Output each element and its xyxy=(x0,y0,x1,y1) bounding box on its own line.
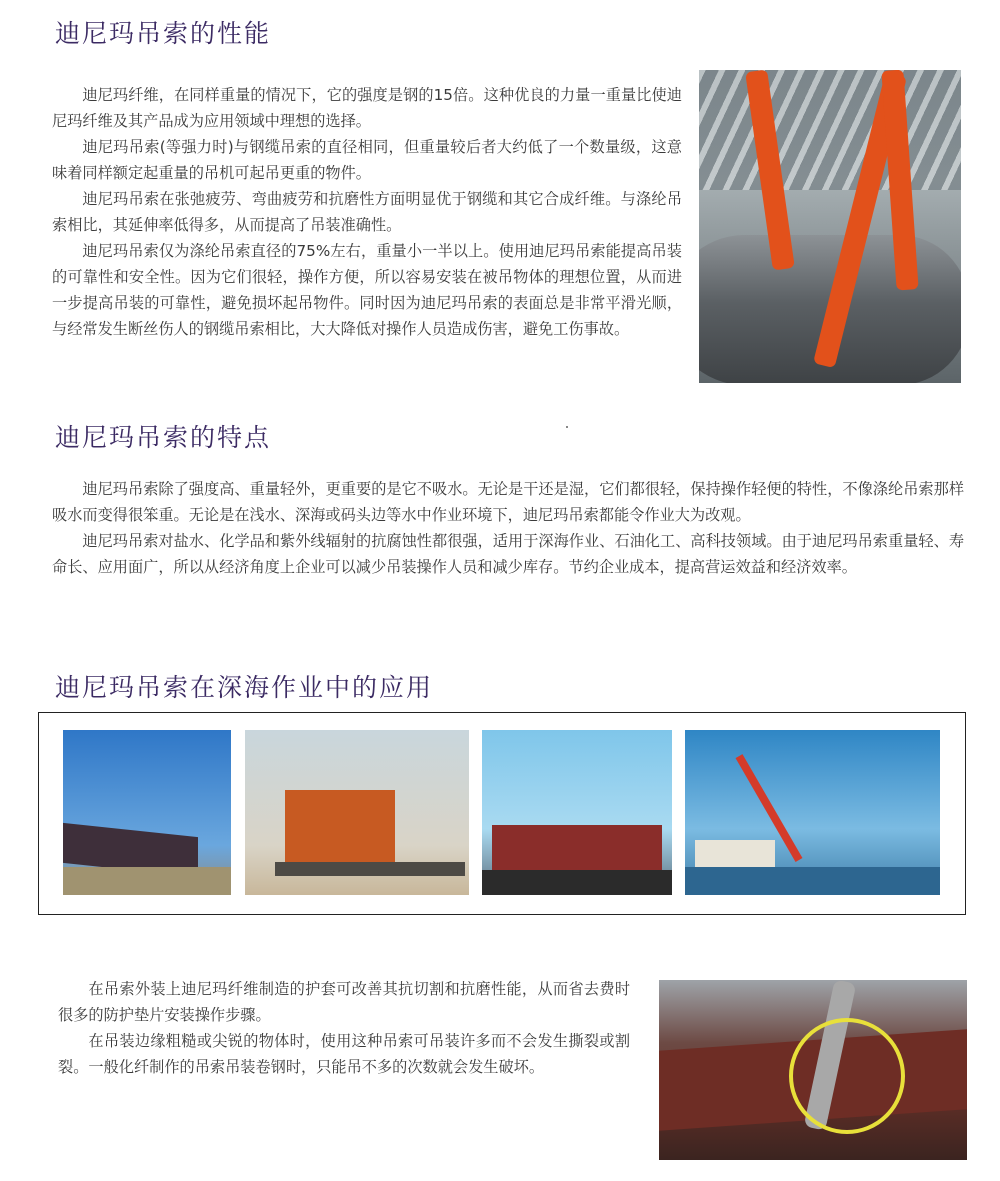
paragraph: 迪尼玛吊索对盐水、化学品和紫外线辐射的抗腐蚀性都很强，适用于深海作业、石油化工、高科技领域。由于迪尼玛吊索重量轻、寿命长、应用面广，所以从经济角度上企业可以减少吊装操作人员和减少库存。节约企业成本，提高营运效益和经济效率。 xyxy=(52,532,964,576)
vessel-lifting-photo xyxy=(699,70,961,383)
section-title-features: 迪尼玛吊索的特点 xyxy=(55,423,272,452)
paragraph: 在吊装边缘粗糙或尖锐的物体时，使用这种吊索可吊装许多而不会发生撕裂或割裂。一般化纤制作的吊索吊装卷钢时，只能吊不多的次数就会发生破坏。 xyxy=(58,1032,630,1076)
crane-ship-photo xyxy=(245,730,469,895)
offshore-rig-photo xyxy=(685,730,940,895)
platform-module-photo xyxy=(482,730,672,895)
paragraph: 迪尼玛吊索(等强力时)与钢缆吊索的直径相同，但重量较后者大约低了一个数量级，这意味着同样额定起重量的吊机可起吊更重的物件。 xyxy=(52,138,682,182)
protective-sleeve-text xyxy=(58,976,630,1080)
paragraph: 迪尼玛吊索在张弛疲劳、弯曲疲劳和抗磨性方面明显优于钢缆和其它合成纤维。与涤纶吊索相比，其延伸率低得多，从而提高了吊装准确性。 xyxy=(52,190,682,234)
section-title-deep-sea: 迪尼玛吊索在深海作业中的应用 xyxy=(55,673,434,702)
features-text xyxy=(52,476,964,580)
highlight-circle xyxy=(789,1018,905,1134)
steel-coil-lift-photo xyxy=(659,980,967,1160)
paragraph: 迪尼玛纤维，在同样重量的情况下，它的强度是钢的15倍。这种优良的力量一重量比使迪尼玛纤维及其产品成为应用领域中理想的选择。 xyxy=(52,86,682,130)
section-title-performance: 迪尼玛吊索的性能 xyxy=(55,19,272,48)
paragraph: 迪尼玛吊索仅为涤纶吊索直径的75%左右，重量小一半以上。使用迪尼玛吊索能提高吊装的可靠性和安全性。因为它们很轻，操作方便，所以容易安装在被吊物体的理想位置，从而进一步提高吊装的可靠性，避免损坏起吊物件。同时因为迪尼玛吊索的表面总是非常平滑光顺，与经常发生断丝伤人的钢缆吊索相比，大大降低对操作人员造成伤害，避免工伤事故。 xyxy=(52,242,682,338)
paragraph: 在吊索外装上迪尼玛纤维制造的护套可改善其抗切割和抗磨性能，从而省去费时很多的防护垫片安装操作步骤。 xyxy=(58,980,630,1024)
performance-text xyxy=(52,82,682,342)
barge-lift-photo xyxy=(63,730,231,895)
paragraph: 迪尼玛吊索除了强度高、重量轻外，更重要的是它不吸水。无论是干还是湿，它们都很轻，保持操作轻便的特性，不像涤纶吊索那样吸水而变得很笨重。无论是在浅水、深海或码头边等水中作业环境下，迪尼玛吊索都能令作业大为改观。 xyxy=(52,480,964,524)
